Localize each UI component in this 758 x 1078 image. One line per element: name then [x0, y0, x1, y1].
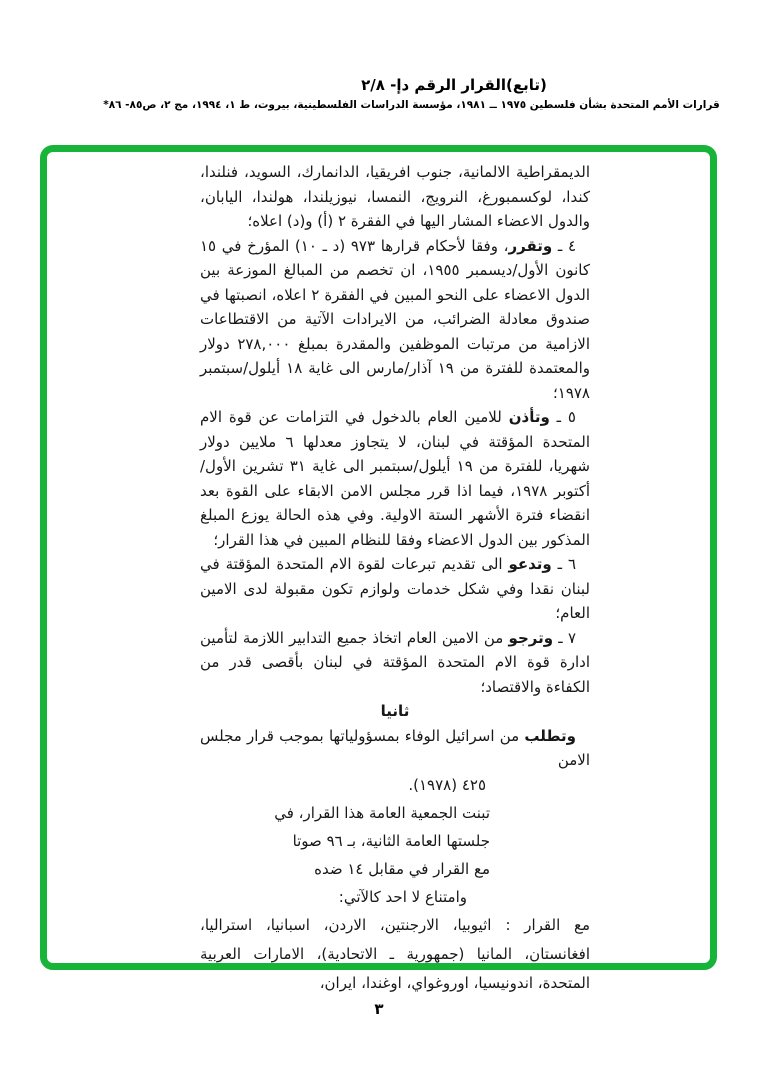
clause-4-text: ، وفقا لأحكام قرارها ٩٧٣ (د ـ ١٠) المؤرخ في ١٥ كانون الأول/ديسمبر ١٩٥٥، ان تخصم من المبالغ الموزعة بين الدول الاعضاء على النحو المبين في الفقرة ٢ اعلاه، انصبتها في صندوق معادلة الضرائب، من الايرادات الآتية من الاقتطاعات الازامية من مرتبات الموظفين والمقدرة بمبلغ ٢٧٨,٠٠٠ دولار والمعتمدة للفترة من ١٩ آذار/مارس الى غاية ١٨ أيلول/سبتمبر ١٩٧٨؛	[200, 236, 591, 402]
clause-6-verb: وتدعو	[508, 555, 552, 573]
source-citation: قرارات الأمم المتحدة بشأن فلسطين ١٩٧٥ ــ ١٩٨١، مؤسسة الدراسات الفلسطينية، بيروت، ط ١، ١٩٩٤، مج ٢، ص٨٥- ٨٦*	[103, 99, 720, 111]
adoption-note-line-1: تبنت الجمعية العامة هذا القرار، في	[274, 804, 490, 822]
clause-4	[200, 234, 590, 406]
page-number: ٣	[374, 1000, 384, 1018]
clause-5-number: ٥ ـ	[549, 408, 576, 426]
demand-paragraph	[200, 724, 590, 773]
resolution-body	[200, 160, 590, 998]
clause-4-verb: وتقرر	[508, 236, 553, 255]
vote-label: مع القرار :	[505, 916, 591, 934]
vote-countries: اثيوبيا، الارجنتين، الاردن، اسبانيا، استراليا، افغانستان، المانيا (جمهورية ـ الاتحادية)، الامارات العربية المتحدة، اندونيسيا، اوروغواي، اوغندا، ايران،	[200, 916, 590, 992]
clause-7-verb: وترجو	[508, 628, 554, 647]
continuation-paragraph: الديمقراطية الالمانية، جنوب افريقيا، الدانمارك، السويد، فنلندا، كندا، لوكسمبورغ، النرويج، النمسا، نيوزيلندا، هولندا، اليابان، والدول الاعضاء المشار اليها في الفقرة ٢ (أ) و(د) اعلاه؛	[200, 163, 590, 230]
adoption-note-line-2: جلستها العامة الثانية، بـ ٩٦ صوتا	[292, 832, 490, 850]
clause-7-number: ٧ ـ	[553, 628, 576, 647]
clause-6	[200, 552, 590, 626]
clause-7	[200, 626, 590, 700]
section-heading-thaniyan: ثانيا	[380, 702, 410, 720]
demand-text: من اسرائيل الوفاء بمسؤولياتها بموجب قرار مجلس الامن	[200, 726, 590, 769]
demand-verb: وتطلب	[524, 726, 576, 745]
adoption-note-line-3: مع القرار في مقابل ١٤ ضده	[314, 860, 490, 878]
clause-7-text: من الامين العام اتخاذ جميع التدابير اللازمة لتأمين ادارة قوة الام المتحدة المؤقتة في لبنان بأقصى قدر من الكفاءة والاقتصاد؛	[200, 628, 590, 696]
clause-5-verb: وتأذن	[508, 408, 550, 426]
adoption-note	[200, 799, 590, 911]
clause-5	[200, 405, 590, 552]
resolution-title: (تابع)القرار الرقم دإ- ٢/٨	[361, 76, 547, 94]
clause-5-text: للامين العام بالدخول في التزامات عن قوة الام المتحدة المؤقتة في لبنان، لا يتجاوز معدلها ٦ ملايين دولار شهريا، للفترة من ١٩ أيلول/سبتمبر الى غاية ٣١ تشرين الأول/أكتوبر ١٩٧٨، فيما اذا قرر مجلس الامن الابقاء على القوة بعد انقضاء فترة الأشهر الستة الاولية. وفي هذه الحالة يوزع المبلغ المذكور بين الدول الاعضاء وفقا للنظام المبين في هذا القرار؛	[200, 408, 590, 549]
clause-4-number: ٤ ـ	[552, 236, 577, 255]
clause-6-text: الى تقديم تبرعات لقوة الام المتحدة المؤقتة في لبنان نقدا وفي شكل خدمات ولوازم تكون مقبولة لدى الامين العام؛	[200, 555, 590, 622]
adoption-note-line-4: وامتناع لا احد كالآتي:	[338, 888, 467, 906]
vote-detail-paragraph	[200, 911, 590, 998]
demand-reference: ٤٢٥ (١٩٧٨).	[408, 775, 486, 794]
clause-6-number: ٦ ـ	[551, 555, 577, 573]
